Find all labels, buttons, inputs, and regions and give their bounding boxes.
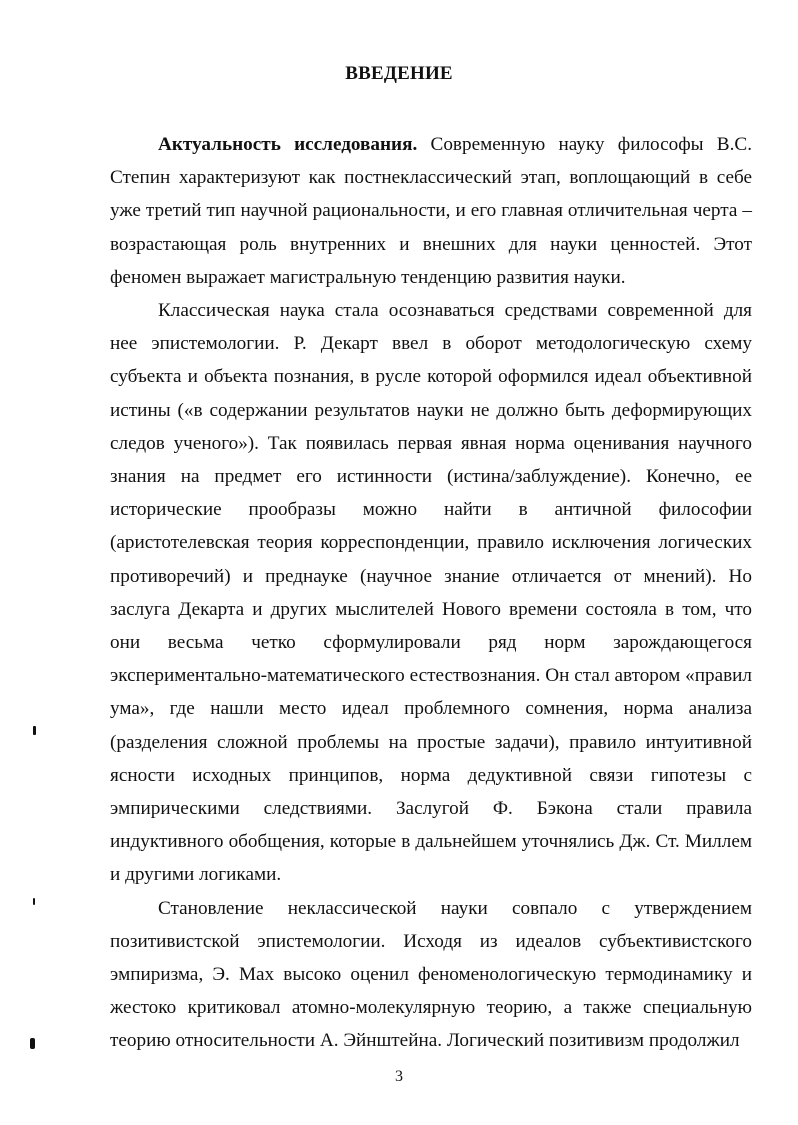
scan-artifact-mark: [30, 1038, 35, 1049]
paragraph-text: Современную науку философы В.С. Степин характеризуют как постнеклассический этап, воплощающий в себе уже третий тип научной рациональности, и его главная отличительная черта – возрастающая роль внутренних и внешних для науки ценностей. Этот феномен выражает магистральную тенденцию развития науки.: [110, 134, 752, 288]
paragraph-classical-science: Классическая наука стала осознаваться средствами современной для нее эпистемологии. Р. Декарт ввел в оборот методологическую схему субъекта и объекта познания, в русле которой оформился идеал объективной истины («в содержании результатов науки не должно быть деформирующих следов ученого»). Так появилась первая явная норма оценивания научного знания на предмет его истинности (истина/заблуждение). Конечно, ее исторические прообразы можно найти в античной философии (аристотелевская теория корреспонденции, правило исключения логических противоречий) и преднауке (научное знание отличается от мнений). Но заслуга Декарта и других мыслителей Нового времени состояла в том, что они весьма четко сформулировали ряд норм зарождающегося экспериментально-математического естествознания. Он стал автором «правил ума», где нашли место идеал проблемного сомнения, норма анализа (разделения сложной проблемы на простые задачи), правило интуитивной ясности исходных принципов, норма дедуктивной связи гипотезы с эмпирическими следствиями. Заслугой Ф. Бэкона стали правила индуктивного обобщения, которые в дальнейшем уточнялись Дж. Ст. Миллем и другими логиками.: [110, 300, 752, 886]
scan-artifact-mark: [33, 726, 36, 735]
paragraph-lead: Актуальность исследования.: [158, 134, 418, 155]
paragraph-nonclassical-science: Становление неклассической науки совпало с утверждением позитивистской эпистемологии. Исходя из идеалов субъективистского эмпиризма, Э. Мах высоко оценил феноменологическую термодинамику и жестоко критиковал атомно-молекулярную теорию, а также специальную теорию относительности А. Эйнштейна. Логический позитивизм продолжил: [110, 897, 752, 1052]
scan-artifact-mark: [33, 898, 35, 905]
body-text: [110, 128, 752, 1058]
page-title: ВВЕДЕНИЕ: [345, 63, 453, 84]
paragraph-relevance: [110, 128, 752, 294]
page-number: 3: [395, 1068, 403, 1085]
